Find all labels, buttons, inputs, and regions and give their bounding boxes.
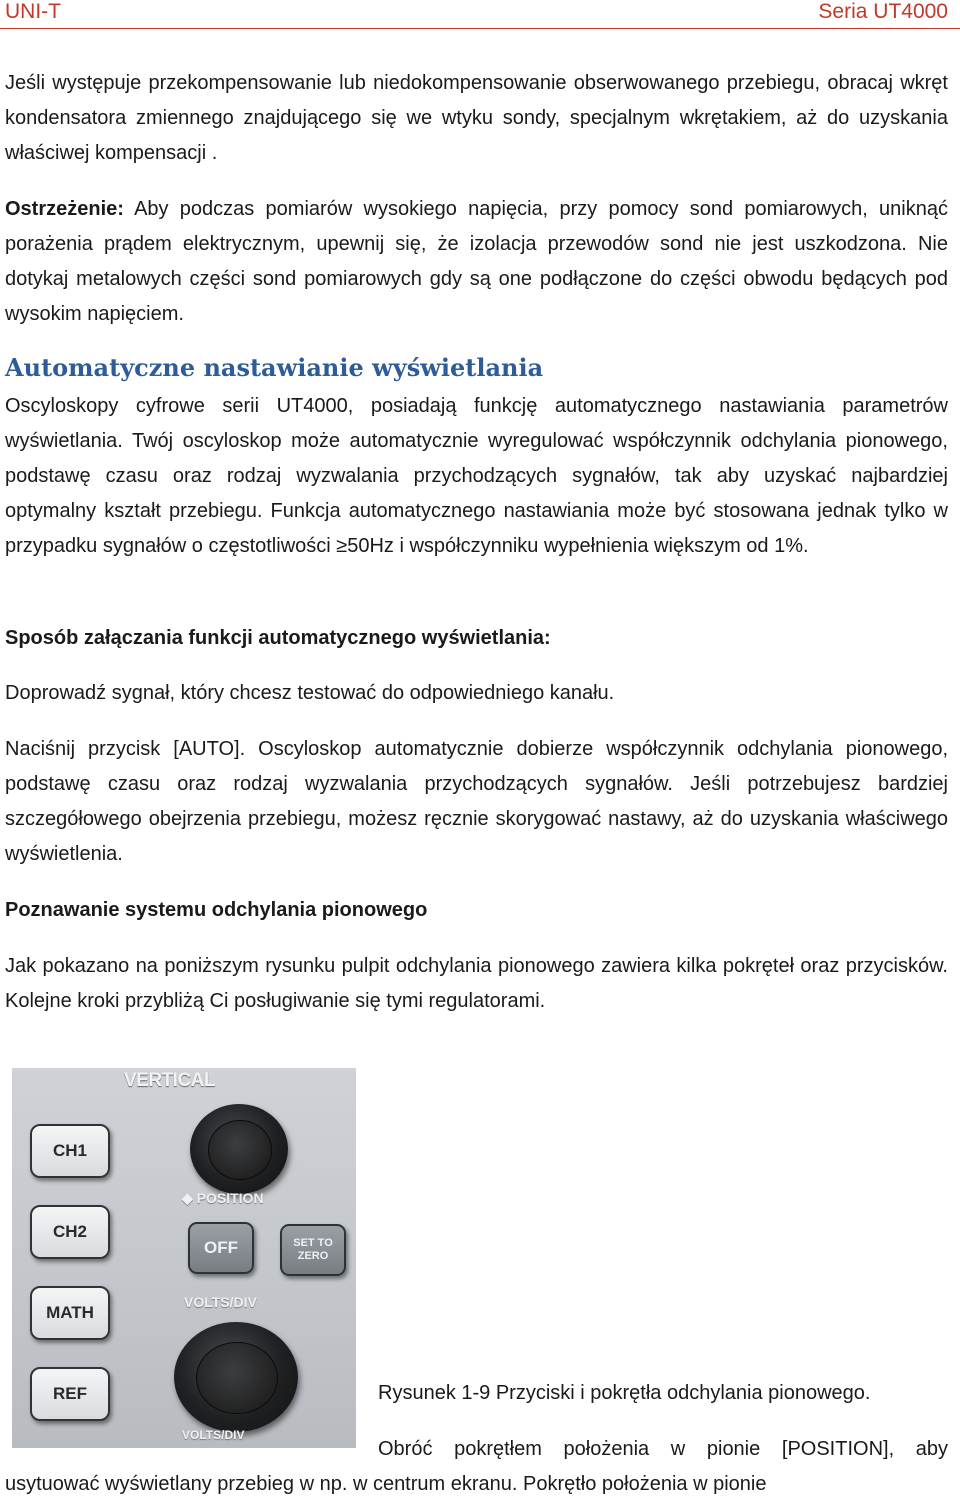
warning-text: Aby podczas pomiarów wysokiego napięcia, przy pomocy sond pomiarowych, uniknąć porażenia prądem elektrycznym, upewnij się, że izolacja przewodów sond nie jest uszkodzona. Nie dotykaj metalowych części sond pomiarowych gdy są one podłączone do części obwodu będących pod wysokim napięciem. — [5, 198, 948, 325]
section-title-auto-display: Automatyczne nastawianie wyświetlania — [5, 353, 544, 382]
ref-button: REF — [30, 1367, 110, 1421]
panel-title: VERTICAL — [124, 1070, 215, 1091]
vertical-panel-figure — [12, 1068, 356, 1448]
header-rule — [0, 28, 960, 29]
off-button: OFF — [188, 1222, 254, 1274]
position-label: ◆ POSITION — [182, 1190, 264, 1206]
volts-div-label: VOLTS/DIV — [184, 1294, 257, 1310]
paragraph-warning — [5, 192, 948, 332]
volts-div-knob — [174, 1322, 298, 1432]
brand-name: UNI-T — [5, 0, 61, 23]
paragraph-vertical-intro: Jak pokazano na poniższym rysunku pulpit odchylania pionowego zawiera kilka pokręteł oraz przycisków. Kolejne kroki przybliżą Ci posługiwanie się tymi regulatorami. — [5, 955, 948, 1012]
warning-label: Ostrzeżenie: — [5, 198, 124, 220]
heading-auto-enable: Sposób załączania funkcji automatycznego wyświetlania: — [5, 627, 551, 649]
set-to-zero-button: SET TO ZERO — [280, 1224, 346, 1276]
position-knob — [190, 1104, 288, 1194]
series-name: Seria UT4000 — [818, 0, 948, 23]
paragraph-position-knob: Obróć pokrętłem położenia w pionie [POSITION], aby usytuować wyświetlany przebieg w np. w centrum ekranu. Pokrętło położenia w pionie — [5, 1438, 948, 1495]
page-header — [0, 0, 960, 26]
ch1-button: CH1 — [30, 1124, 110, 1178]
volts-div-label-bottom: VOLTS/DIV — [182, 1428, 245, 1442]
math-button: MATH — [30, 1286, 110, 1340]
figure-caption: Rysunek 1-9 Przyciski i pokrętła odchylania pionowego. — [378, 1382, 871, 1404]
ch2-button: CH2 — [30, 1205, 110, 1259]
paragraph-auto-description: Oscyloskopy cyfrowe serii UT4000, posiadają funkcję automatycznego nastawiania parametrów wyświetlania. Twój oscyloskop może automatycznie wyregulować współczynnik odchylania pionowego, podstawę czasu oraz rodzaj wyzwalania przychodzących sygnałów, tak aby uzyskać najbardziej optymalny kształt przebiegu. Funkcja automatycznego nastawiania może być stosowana jednak tylko w przypadku sygnałów o częstotliwości ≥50Hz i współczynniku wypełnienia większym od 1%. — [5, 395, 948, 557]
paragraph-press-auto: Naciśnij przycisk [AUTO]. Oscyloskop automatycznie dobierze współczynnik odchylania pionowego, podstawę czasu oraz rodzaj wyzwalania przychodzących sygnałów. Jeśli potrzebujesz bardziej szczegółowego obejrzenia przebiegu, możesz ręcznie skorygować nastawy, aż do uzyskania właściwego wyświetlenia. — [5, 738, 948, 865]
paragraph-connect-signal: Doprowadź sygnał, który chcesz testować do odpowiedniego kanału. — [5, 682, 615, 704]
heading-vertical-system: Poznawanie systemu odchylania pionowego — [5, 899, 428, 921]
paragraph-compensation: Jeśli występuje przekompensowanie lub niedokompensowanie obserwowanego przebiegu, obracaj wkręt kondensatora zmiennego znajdującego się we wtyku sondy, specjalnym wkrętakiem, aż do uzyskania właściwej kompensacji . — [5, 72, 948, 164]
